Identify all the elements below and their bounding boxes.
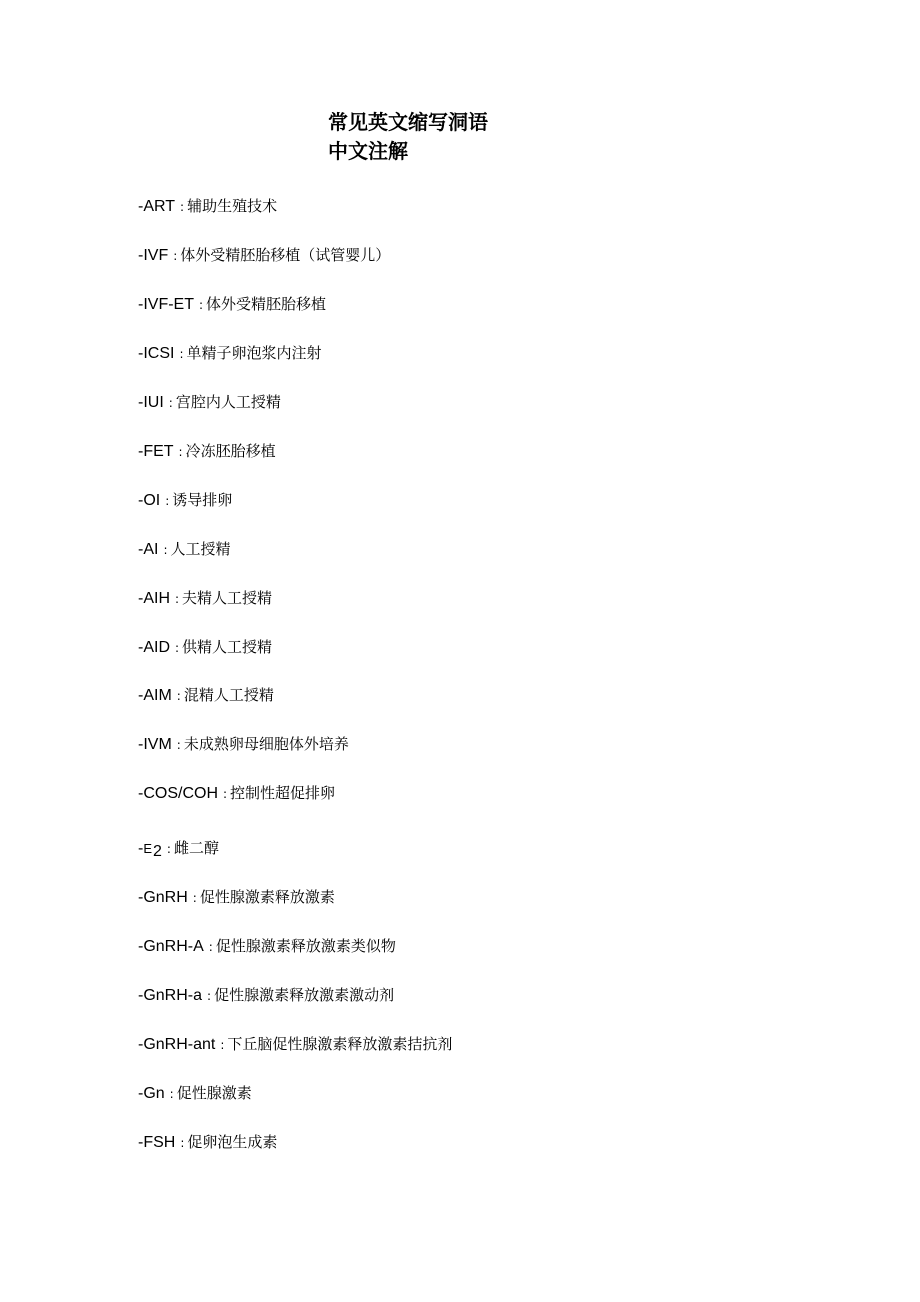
abbreviation: -FSH xyxy=(138,1134,176,1151)
abbreviation: -IVF-ET xyxy=(138,296,194,313)
separator: : xyxy=(199,298,204,312)
meaning: 控制性超促排卵 xyxy=(230,784,336,802)
list-item xyxy=(138,441,276,462)
meaning: 混精人工授精 xyxy=(183,686,274,704)
list-item xyxy=(138,637,272,658)
separator: : xyxy=(179,347,184,361)
meaning: 诱导排卵 xyxy=(172,491,233,509)
list-item xyxy=(138,1034,452,1055)
meaning: 体外受精胚胎移植 xyxy=(206,295,327,313)
list-item xyxy=(138,887,335,908)
meaning: 宫腔内人工授精 xyxy=(175,393,281,411)
meaning: 冷冻胚胎移植 xyxy=(185,442,276,460)
list-item xyxy=(138,838,219,859)
abbreviation: -FET xyxy=(138,443,174,460)
meaning: 促性腺激素释放激素 xyxy=(199,888,335,906)
list-item xyxy=(138,196,277,217)
meaning: 人工授精 xyxy=(170,540,231,558)
separator: : xyxy=(180,1136,185,1150)
title-line-1: 常见英文缩写洞语 xyxy=(328,110,488,134)
abbreviation: -ICSI xyxy=(138,345,175,362)
separator: : xyxy=(220,1038,225,1052)
list-item xyxy=(138,343,322,364)
list-item xyxy=(138,985,394,1006)
list-item xyxy=(138,1132,277,1153)
meaning: 下丘脑促性腺激素释放激素拮抗剂 xyxy=(227,1035,453,1053)
separator: : xyxy=(192,891,197,905)
meaning: 促卵泡生成素 xyxy=(187,1133,278,1151)
abbreviation: -GnRH-ant xyxy=(138,1036,216,1053)
abbreviation: -IVM xyxy=(138,736,172,753)
meaning: 未成熟卵母细胞体外培养 xyxy=(183,735,349,753)
list-item xyxy=(138,539,231,560)
abbreviation: -AIH xyxy=(138,590,170,607)
abbreviation: -IUI xyxy=(138,394,164,411)
list-item xyxy=(138,685,274,706)
abbreviation-subscript: 2 xyxy=(153,843,162,860)
abbreviation: -IVF xyxy=(138,247,169,264)
separator: : xyxy=(223,787,228,801)
meaning: 单精子卵泡浆内注射 xyxy=(186,344,322,362)
abbreviation: -AI xyxy=(138,541,159,558)
separator: : xyxy=(180,200,185,214)
meaning: 促性腺激素释放激素类似物 xyxy=(215,937,396,955)
abbreviation: -AID xyxy=(138,639,170,656)
meaning: 雌二醇 xyxy=(173,839,219,857)
separator: : xyxy=(169,1087,174,1101)
abbreviation: -COS/COH xyxy=(138,785,218,802)
separator: : xyxy=(175,641,180,655)
meaning: 促性腺激素释放激素激动剂 xyxy=(214,986,395,1004)
list-item xyxy=(138,490,232,511)
abbreviation: -GnRH-a xyxy=(138,987,203,1004)
abbreviation: -GnRH-A xyxy=(138,938,204,955)
abbreviation-base: E xyxy=(143,841,152,856)
list-item xyxy=(138,392,281,413)
list-item xyxy=(138,1083,252,1104)
abbreviation: -Gn xyxy=(138,1085,165,1102)
separator: : xyxy=(175,592,180,606)
abbreviation: -ART xyxy=(138,198,176,215)
separator: : xyxy=(178,445,183,459)
list-item xyxy=(138,936,396,957)
abbreviation: -GnRH xyxy=(138,889,188,906)
separator: : xyxy=(168,396,173,410)
separator: : xyxy=(208,940,213,954)
abbreviation-prefix: - xyxy=(138,840,144,857)
separator: : xyxy=(165,494,170,508)
list-item xyxy=(138,245,390,266)
abbreviation: -AIM xyxy=(138,687,172,704)
list-item xyxy=(138,734,349,755)
list-item xyxy=(138,294,326,315)
meaning: 体外受精胚胎移植（试管婴儿） xyxy=(180,246,391,264)
meaning: 促性腺激素 xyxy=(176,1084,252,1102)
list-item xyxy=(138,783,335,804)
title-line-2: 中文注解 xyxy=(328,139,408,163)
separator: : xyxy=(176,738,181,752)
separator: : xyxy=(173,249,178,263)
separator: : xyxy=(166,842,171,856)
document-title xyxy=(328,108,488,166)
abbreviation: -OI xyxy=(138,492,161,509)
meaning: 辅助生殖技术 xyxy=(187,197,278,215)
separator: : xyxy=(176,689,181,703)
abbreviation xyxy=(138,840,162,860)
separator: : xyxy=(163,543,168,557)
meaning: 夫精人工授精 xyxy=(182,589,273,607)
separator: : xyxy=(207,989,212,1003)
list-item xyxy=(138,588,272,609)
meaning: 供精人工授精 xyxy=(182,638,273,656)
